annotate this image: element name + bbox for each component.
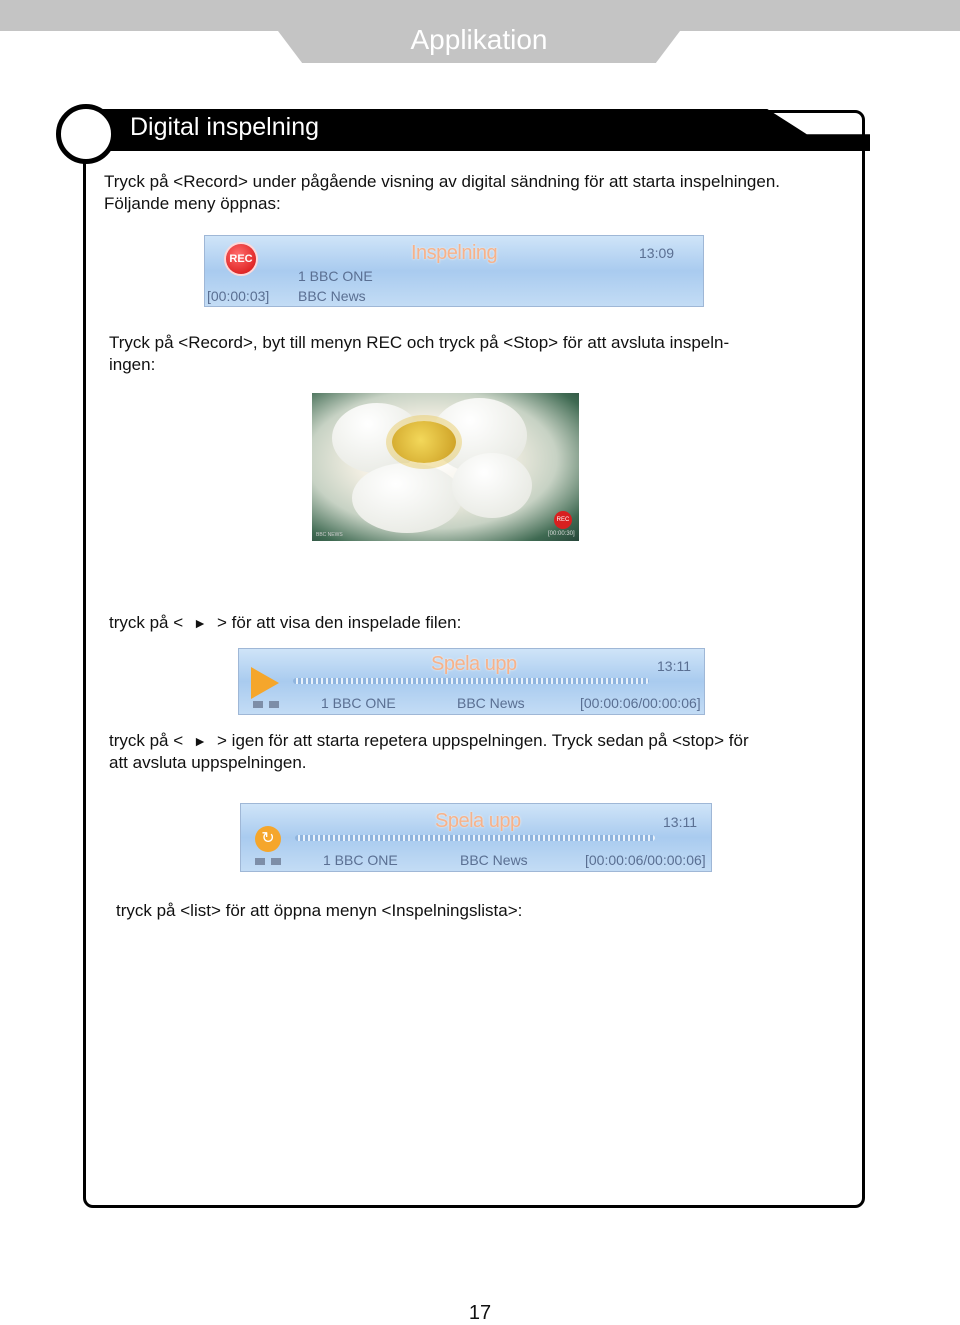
- paragraph-1-line-2: Följande meny öppnas:: [104, 194, 281, 213]
- paragraph-3: [109, 612, 461, 634]
- paragraph-3-after: > för att visa den inspelade filen:: [217, 613, 462, 632]
- paragraph-4-line-2: att avsluta uppspelningen.: [109, 753, 307, 772]
- page-number: 17: [468, 1302, 492, 1324]
- playback-osd: [238, 648, 705, 715]
- paragraph-2-line-2: ingen:: [109, 355, 156, 374]
- osd-clock: 13:09: [639, 245, 675, 261]
- play-icon: [251, 667, 279, 699]
- osd-channel: 1 BBC ONE: [321, 695, 396, 711]
- osd-channel: 1 BBC ONE: [298, 268, 373, 284]
- paragraph-4-line-1: [109, 730, 749, 752]
- osd-position: [00:00:06/00:00:06]: [580, 695, 701, 711]
- paragraph-3-before: tryck på <: [109, 613, 184, 632]
- osd-program: BBC News: [298, 288, 366, 304]
- key-icon: [255, 858, 265, 865]
- play-icon: ►: [193, 733, 208, 749]
- osd-title: Spela upp: [431, 653, 517, 675]
- recording-osd: [204, 235, 704, 307]
- header-title: Applikation: [410, 24, 548, 55]
- paragraph-4-before: tryck på <: [109, 731, 184, 750]
- osd-title: Spela upp: [435, 810, 521, 832]
- section-title: Digital inspelning: [130, 113, 320, 141]
- photo-rec-time: [00:00:30]: [548, 531, 575, 537]
- osd-program: BBC News: [460, 852, 528, 868]
- photo-rec-icon: REC: [554, 511, 572, 529]
- flower-petal: [352, 463, 462, 533]
- osd-program: BBC News: [457, 695, 525, 711]
- osd-title: Inspelning: [411, 242, 498, 264]
- rec-icon: REC: [226, 244, 256, 274]
- section-bullet: [56, 104, 116, 164]
- osd-channel: 1 BBC ONE: [323, 852, 398, 868]
- key-icon: [269, 701, 279, 708]
- photo-footer-text: BBC NEWS: [316, 532, 343, 538]
- progress-bar: [293, 678, 649, 684]
- key-icon: [271, 858, 281, 865]
- repeat-icon: ↻: [255, 826, 281, 852]
- progress-bar: [295, 835, 655, 841]
- flower-seed-pod: [392, 421, 456, 463]
- paragraph-1-line-1: Tryck på <Record> under pågående visning av digital sändning för att starta inspelningen.: [104, 172, 781, 191]
- play-icon: ►: [193, 615, 208, 631]
- osd-elapsed-time: [00:00:03]: [207, 288, 270, 304]
- recording-photo: [312, 393, 579, 541]
- flower-petal: [452, 453, 532, 518]
- key-icon: [253, 701, 263, 708]
- paragraph-4-after: > igen för att starta repetera uppspelningen. Tryck sedan på <stop> för: [217, 731, 749, 750]
- paragraph-5: tryck på <list> för att öppna menyn <Inspelningslista>:: [116, 901, 523, 920]
- paragraph-2-line-1: Tryck på <Record>, byt till menyn REC och tryck på <Stop> för att avsluta inspeln-: [109, 333, 730, 352]
- osd-position: [00:00:06/00:00:06]: [585, 852, 706, 868]
- osd-clock: 13:11: [663, 814, 697, 830]
- osd-clock: 13:11: [657, 658, 691, 674]
- playback-repeat-osd: [240, 803, 712, 872]
